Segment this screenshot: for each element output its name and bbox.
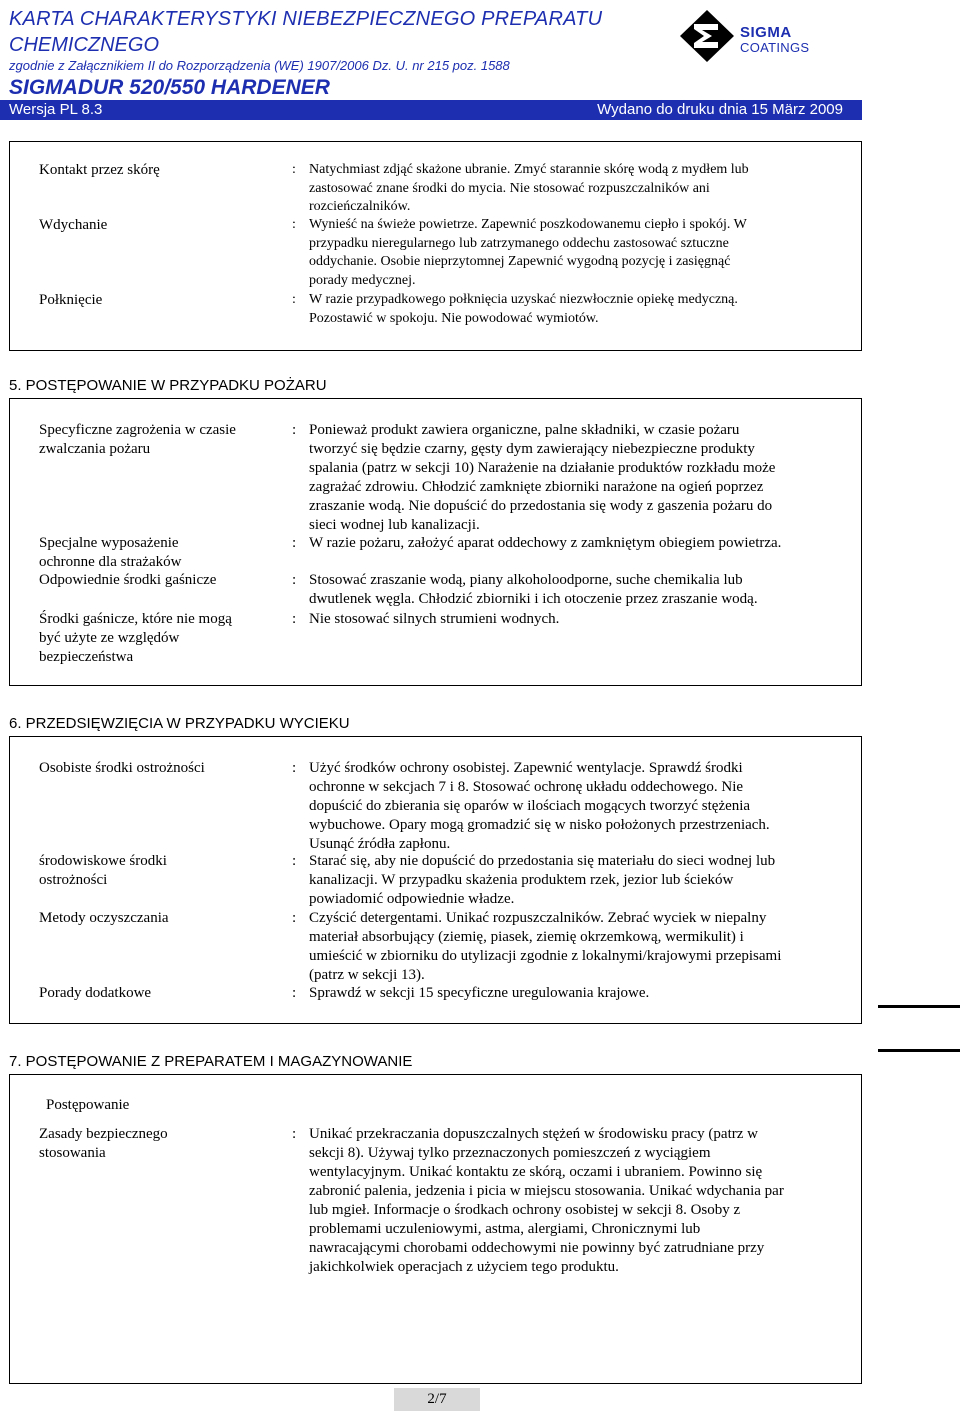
subheading-handling: Postępowanie: [46, 1097, 130, 1113]
row-value-line: porady medycznej.: [309, 272, 416, 288]
row-label: Osobiste środki ostrożności: [39, 760, 205, 776]
row-value-line: Unikać przekraczania dopuszczalnych stężeń w środowisku pracy (patrz w: [309, 1126, 758, 1142]
row-value-line: nawracającymi chorobami oddechowymi nie powinny być zatrudniane przy: [309, 1240, 765, 1256]
row-colon: :: [292, 1126, 297, 1142]
row-colon: :: [292, 292, 296, 307]
section-5-box: [9, 398, 862, 686]
document-title-line2: CHEMICZNEGO: [9, 34, 159, 56]
row-label: Specyficzne zagrożenia w czasie: [39, 422, 236, 438]
row-label: Wdychanie: [39, 217, 108, 233]
row-value-line: jakichkolwiek operacjach z użyciem tego produktu.: [309, 1259, 619, 1275]
row-value-line: W razie pożaru, założyć aparat oddechowy z zamkniętym obiegiem powietrza.: [309, 535, 782, 551]
row-value-line: sieci wodnej lub kanalizacji.: [309, 517, 480, 533]
row-label: Środki gaśnicze, które nie mogą: [39, 611, 232, 627]
row-label: Połknięcie: [39, 292, 103, 308]
row-value-line: rozcieńczalników.: [309, 199, 411, 214]
row-value-line: zabronić palenia, jedzenia i picia w miejscu stosowania. Unikać wdychania par: [309, 1183, 784, 1199]
row-colon: :: [292, 535, 297, 551]
section-5-title: 5. POSTĘPOWANIE W PRZYPADKU POŻARU: [9, 377, 327, 394]
row-colon: :: [292, 422, 297, 438]
first-aid-row-inhalation: [10, 216, 861, 294]
row-colon: :: [292, 162, 296, 177]
sigma-logo-icon: [680, 10, 734, 62]
margin-rule: [878, 1049, 960, 1052]
row-value-line: problemami uczuleniowymi, astma, alergiami, Chronicznymi lub: [309, 1221, 701, 1237]
logo-text-sigma: SIGMA: [740, 24, 792, 41]
row-value-line: sekcji 8). Używaj tylko przeznaczonych pomieszczeń z wyciągiem: [309, 1145, 711, 1161]
product-name: SIGMADUR 520/550 HARDENER: [9, 76, 330, 99]
row-value-line: oddychanie. Osobie nieprzytomnej Zapewnić wygodną pozycję i zasięgnąć: [309, 254, 731, 269]
row-label: ostrożności: [39, 872, 108, 888]
row-colon: :: [292, 572, 297, 588]
row-value-line: Czyścić detergentami. Unikać rozpuszczalników. Zebrać wyciek w niepalny: [309, 910, 767, 926]
row-value-line: kanalizacji. W przypadku skażenia produktem rzek, jezior lub ścieków: [309, 872, 734, 888]
row-value-line: dopuścić do zbierania się oparów w ilościach mogących tworzyć stężenia: [309, 798, 751, 814]
document-header: [0, 0, 862, 122]
section-6-box: [9, 736, 862, 1024]
row-value-line: Usunąć źródła zapłonu.: [309, 836, 451, 852]
row-value-line: dwutlenek węgla. Chłodzić zbiorniki i ich otoczenie przez zraszanie wodą.: [309, 591, 758, 607]
row-value-line: Sprawdź w sekcji 15 specyficzne uregulowania krajowe.: [309, 985, 650, 1001]
row-value-line: Użyć środków ochrony osobistej. Zapewnić wentylacje. Sprawdź środki: [309, 760, 743, 776]
row-value-line: Starać się, aby nie dopuścić do przedostania się materiału do sieci wodnej lub: [309, 853, 776, 869]
margin-rule: [878, 1005, 960, 1008]
row-value-line: Stosować zraszanie wodą, piany alkoholoodporne, suche chemikalia lub: [309, 572, 743, 588]
row-value-line: powiadomić odpowiednie władze.: [309, 891, 515, 907]
row-value-line: Ponieważ produkt zawiera organiczne, palne składniki, w czasie pożaru: [309, 422, 740, 438]
row-value-line: wybuchowe. Opary mogą gromadzić się w nisko położonych przestrzeniach.: [309, 817, 770, 833]
row-label: Specjalne wyposażenie: [39, 535, 179, 551]
row-value-line: lub mgieł. Informacje o środkach ochrony osobistej w sekcji 8. Osoby z: [309, 1202, 741, 1218]
first-aid-row-ingestion: [10, 291, 861, 331]
row-value-line: Wynieść na świeże powietrze. Zapewnić poszkodowanemu ciepło i spokój. W: [309, 217, 747, 232]
row-label: bezpieczeństwa: [39, 649, 134, 665]
section-7-title: 7. POSTĘPOWANIE Z PREPARATEM I MAGAZYNOWANIE: [9, 1053, 413, 1070]
row-label: Kontakt przez skórę: [39, 162, 160, 178]
row-label: Porady dodatkowe: [39, 985, 152, 1001]
document-title: KARTA CHARAKTERYSTYKI NIEBEZPIECZNEGO PREPARATU: [9, 8, 603, 30]
row-value-line: spalania (patrz w sekcji 10) Narażenie na działanie produktów rozkładu może: [309, 460, 776, 476]
row-value-line: przypadku nieregularnego lub zatrzymanego oddechu zastosować sztuczne: [309, 235, 729, 251]
row-label: zwalczania pożaru: [39, 441, 151, 457]
row-label: Zasady bezpiecznego: [39, 1126, 168, 1142]
row-value-line: Pozostawić w spokoju. Nie powodować wymiotów.: [309, 310, 599, 326]
row-colon: :: [292, 217, 296, 232]
section-4-box: [9, 141, 862, 351]
row-label: być użyte ze względów: [39, 630, 180, 646]
row-value-line: tworzyć się będzie czarny, gęsty dym zawierający niebezpieczne produkty: [309, 441, 755, 457]
row-colon: :: [292, 611, 297, 627]
row-label: ochronne dla strażaków: [39, 554, 182, 570]
row-value-line: W razie przypadkowego połknięcia uzyskać niezwłocznie opiekę medyczną.: [309, 292, 738, 307]
row-value-line: zraszanie wodą. Nie dopuścić do przedostania się wody z gaszenia pożaru do: [309, 498, 773, 514]
sigma-coatings-logo: [680, 10, 862, 62]
row-label: Metody oczyszczania: [39, 910, 169, 926]
row-value-line: (patrz w sekcji 13).: [309, 967, 425, 983]
row-value-line: wentylacyjnym. Unikać kontaktu ze skórą, oczami i ubraniem. Powinno się: [309, 1164, 763, 1180]
page-number: 2/7: [394, 1388, 480, 1411]
row-value-line: Nie stosować silnych strumieni wodnych.: [309, 611, 560, 627]
row-value-line: ochronne w sekcjach 7 i 8. Stosować ochronę układu oddechowego. Nie: [309, 779, 744, 795]
row-colon: :: [292, 760, 297, 776]
logo-text-coatings: COATINGS: [740, 40, 810, 55]
row-colon: :: [292, 985, 297, 1001]
row-value-line: materiał absorbujący (ziemię, piasek, ziemię okrzemkową, wermikulit) i: [309, 929, 744, 945]
regulation-reference: zgodnie z Załącznikiem II do Rozporządzenia (WE) 1907/2006 Dz. U. nr 215 poz. 1588: [9, 58, 510, 73]
section-7-box: [9, 1074, 862, 1384]
row-label: Odpowiednie środki gaśnicze: [39, 572, 217, 588]
version-label: Wersja PL 8.3: [9, 101, 103, 118]
issue-date: Wydano do druku dnia 15 März 2009: [597, 101, 843, 118]
row-colon: :: [292, 853, 297, 869]
first-aid-row-skin: [10, 161, 861, 221]
row-value-line: zagrażać zdrowiu. Chłodzić zamknięte zbiorniki narażone na ogień poprzez: [309, 479, 764, 495]
row-value-line: zastosować znane środki do mycia. Nie stosować rozpuszczalników ani: [309, 180, 710, 196]
section-6-title: 6. PRZEDSIĘWZIĘCIA W PRZYPADKU WYCIEKU: [9, 715, 350, 732]
row-value-line: Natychmiast zdjąć skażone ubranie. Zmyć starannie skórę wodą z mydłem lub: [309, 162, 749, 177]
row-value-line: umieścić w zbiorniku do utylizacji zgodnie z lokalnymi/krajowymi przepisami: [309, 948, 782, 964]
row-label: środowiskowe środki: [39, 853, 167, 869]
row-label: stosowania: [39, 1145, 106, 1161]
row-colon: :: [292, 910, 297, 926]
